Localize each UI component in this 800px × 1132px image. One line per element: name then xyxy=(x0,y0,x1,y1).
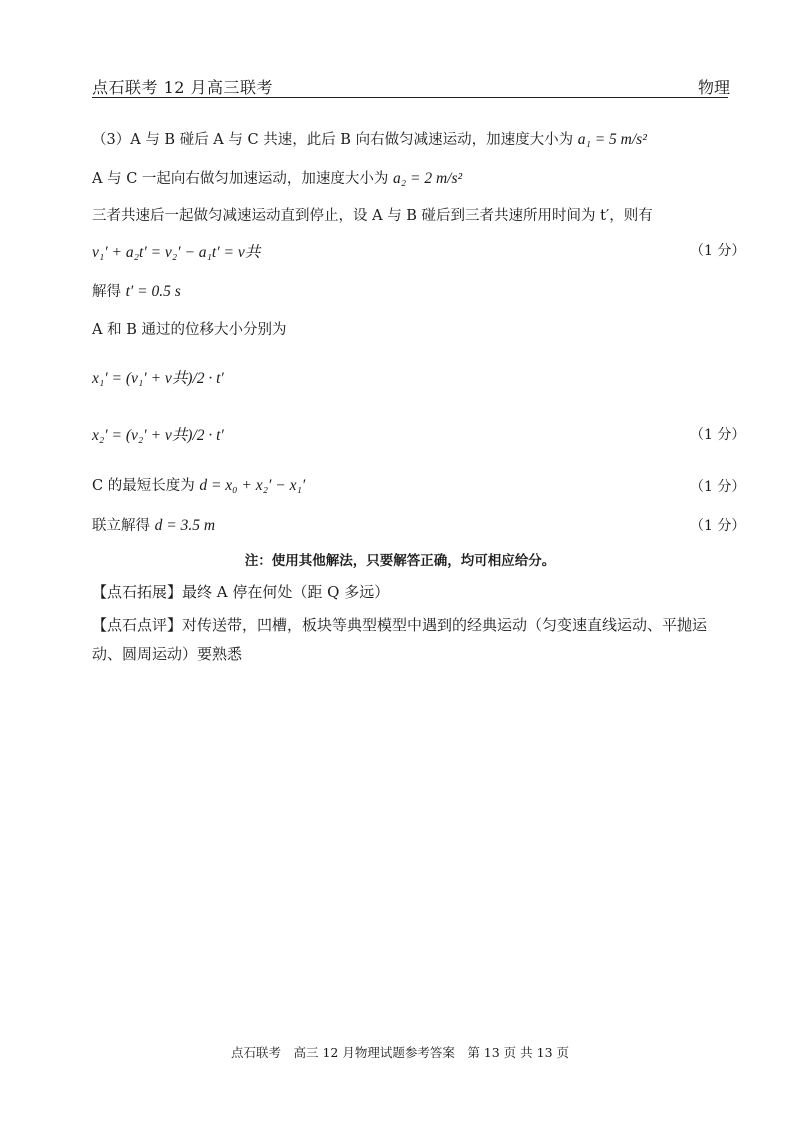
header-subject: 物理 xyxy=(698,78,731,97)
paragraph-ac-accel xyxy=(92,167,462,188)
grading-note: 注：使用其他解法，只要解答正确，均可相应给分。 xyxy=(244,553,556,569)
comment-continuation: 动、圆周运动）要熟悉 xyxy=(92,645,243,663)
extension-label: 【点石拓展】 xyxy=(92,583,183,601)
page-footer: 点石联考 高三 12 月物理试题参考答案 第 13 页 共 13 页 xyxy=(230,1045,570,1060)
paragraph-part3-intro xyxy=(92,128,647,149)
part-number: （3） xyxy=(92,132,131,148)
comment-section xyxy=(92,614,707,635)
equation-velocity: v₁′ + a₂t′ = v₂′ − a₁t′ = v共 xyxy=(92,244,261,261)
formula-a1: a₁ = 5 m/s² xyxy=(577,131,647,148)
score-result: （1 分） xyxy=(690,518,746,534)
paragraph-result xyxy=(92,514,215,535)
header-divider xyxy=(92,97,728,98)
paragraph-text: A 与 B 碰后 A 与 C 共速，此后 B 向右做匀减速运动，加速度大小为 xyxy=(130,132,574,148)
equation-x2: x₂′ = (v₂′ + v共)/2 · t′ xyxy=(92,427,224,444)
paragraph-common-speed: 三者共速后一起做匀减速运动直到停止，设 A 与 B 碰后到三者共速所用时间为 t′，则有 xyxy=(92,208,653,224)
extension-section xyxy=(92,581,389,602)
comment-text: 对传送带，凹槽，板块等典型模型中遇到的经典运动（匀变速直线运动、平抛运 xyxy=(182,616,708,634)
paragraph-min-length xyxy=(92,474,305,495)
formula-d: d = x₀ + x₂′ − x₁′ xyxy=(199,477,306,494)
equation-x1: x₁′ = (v₁′ + v共)/2 · t′ xyxy=(92,370,224,387)
comment-label: 【点石点评】 xyxy=(92,616,183,634)
extension-text: 最终 A 停在何处（距 Q 多远） xyxy=(182,583,390,601)
header-title: 点石联考 12 月高三联考 xyxy=(92,78,274,97)
paragraph-solve-t xyxy=(92,280,181,301)
formula-a2: a₂ = 2 m/s² xyxy=(393,170,463,187)
paragraph-displacements: A 和 B 通过的位移大小分别为 xyxy=(92,322,287,338)
paragraph-text: C 的最短长度为 xyxy=(92,478,195,494)
paragraph-text: 联立解得 xyxy=(92,518,150,534)
score-eq1: （1 分） xyxy=(690,243,746,259)
formula-d-result: d = 3.5 m xyxy=(154,517,216,534)
paragraph-text: 解得 xyxy=(92,284,121,300)
formula-t: t′ = 0.5 s xyxy=(125,283,181,300)
score-eq4: （1 分） xyxy=(690,479,746,495)
paragraph-text: A 与 C 一起向右做匀加速运动，加速度大小为 xyxy=(92,171,389,187)
score-eq3: （1 分） xyxy=(690,427,746,443)
